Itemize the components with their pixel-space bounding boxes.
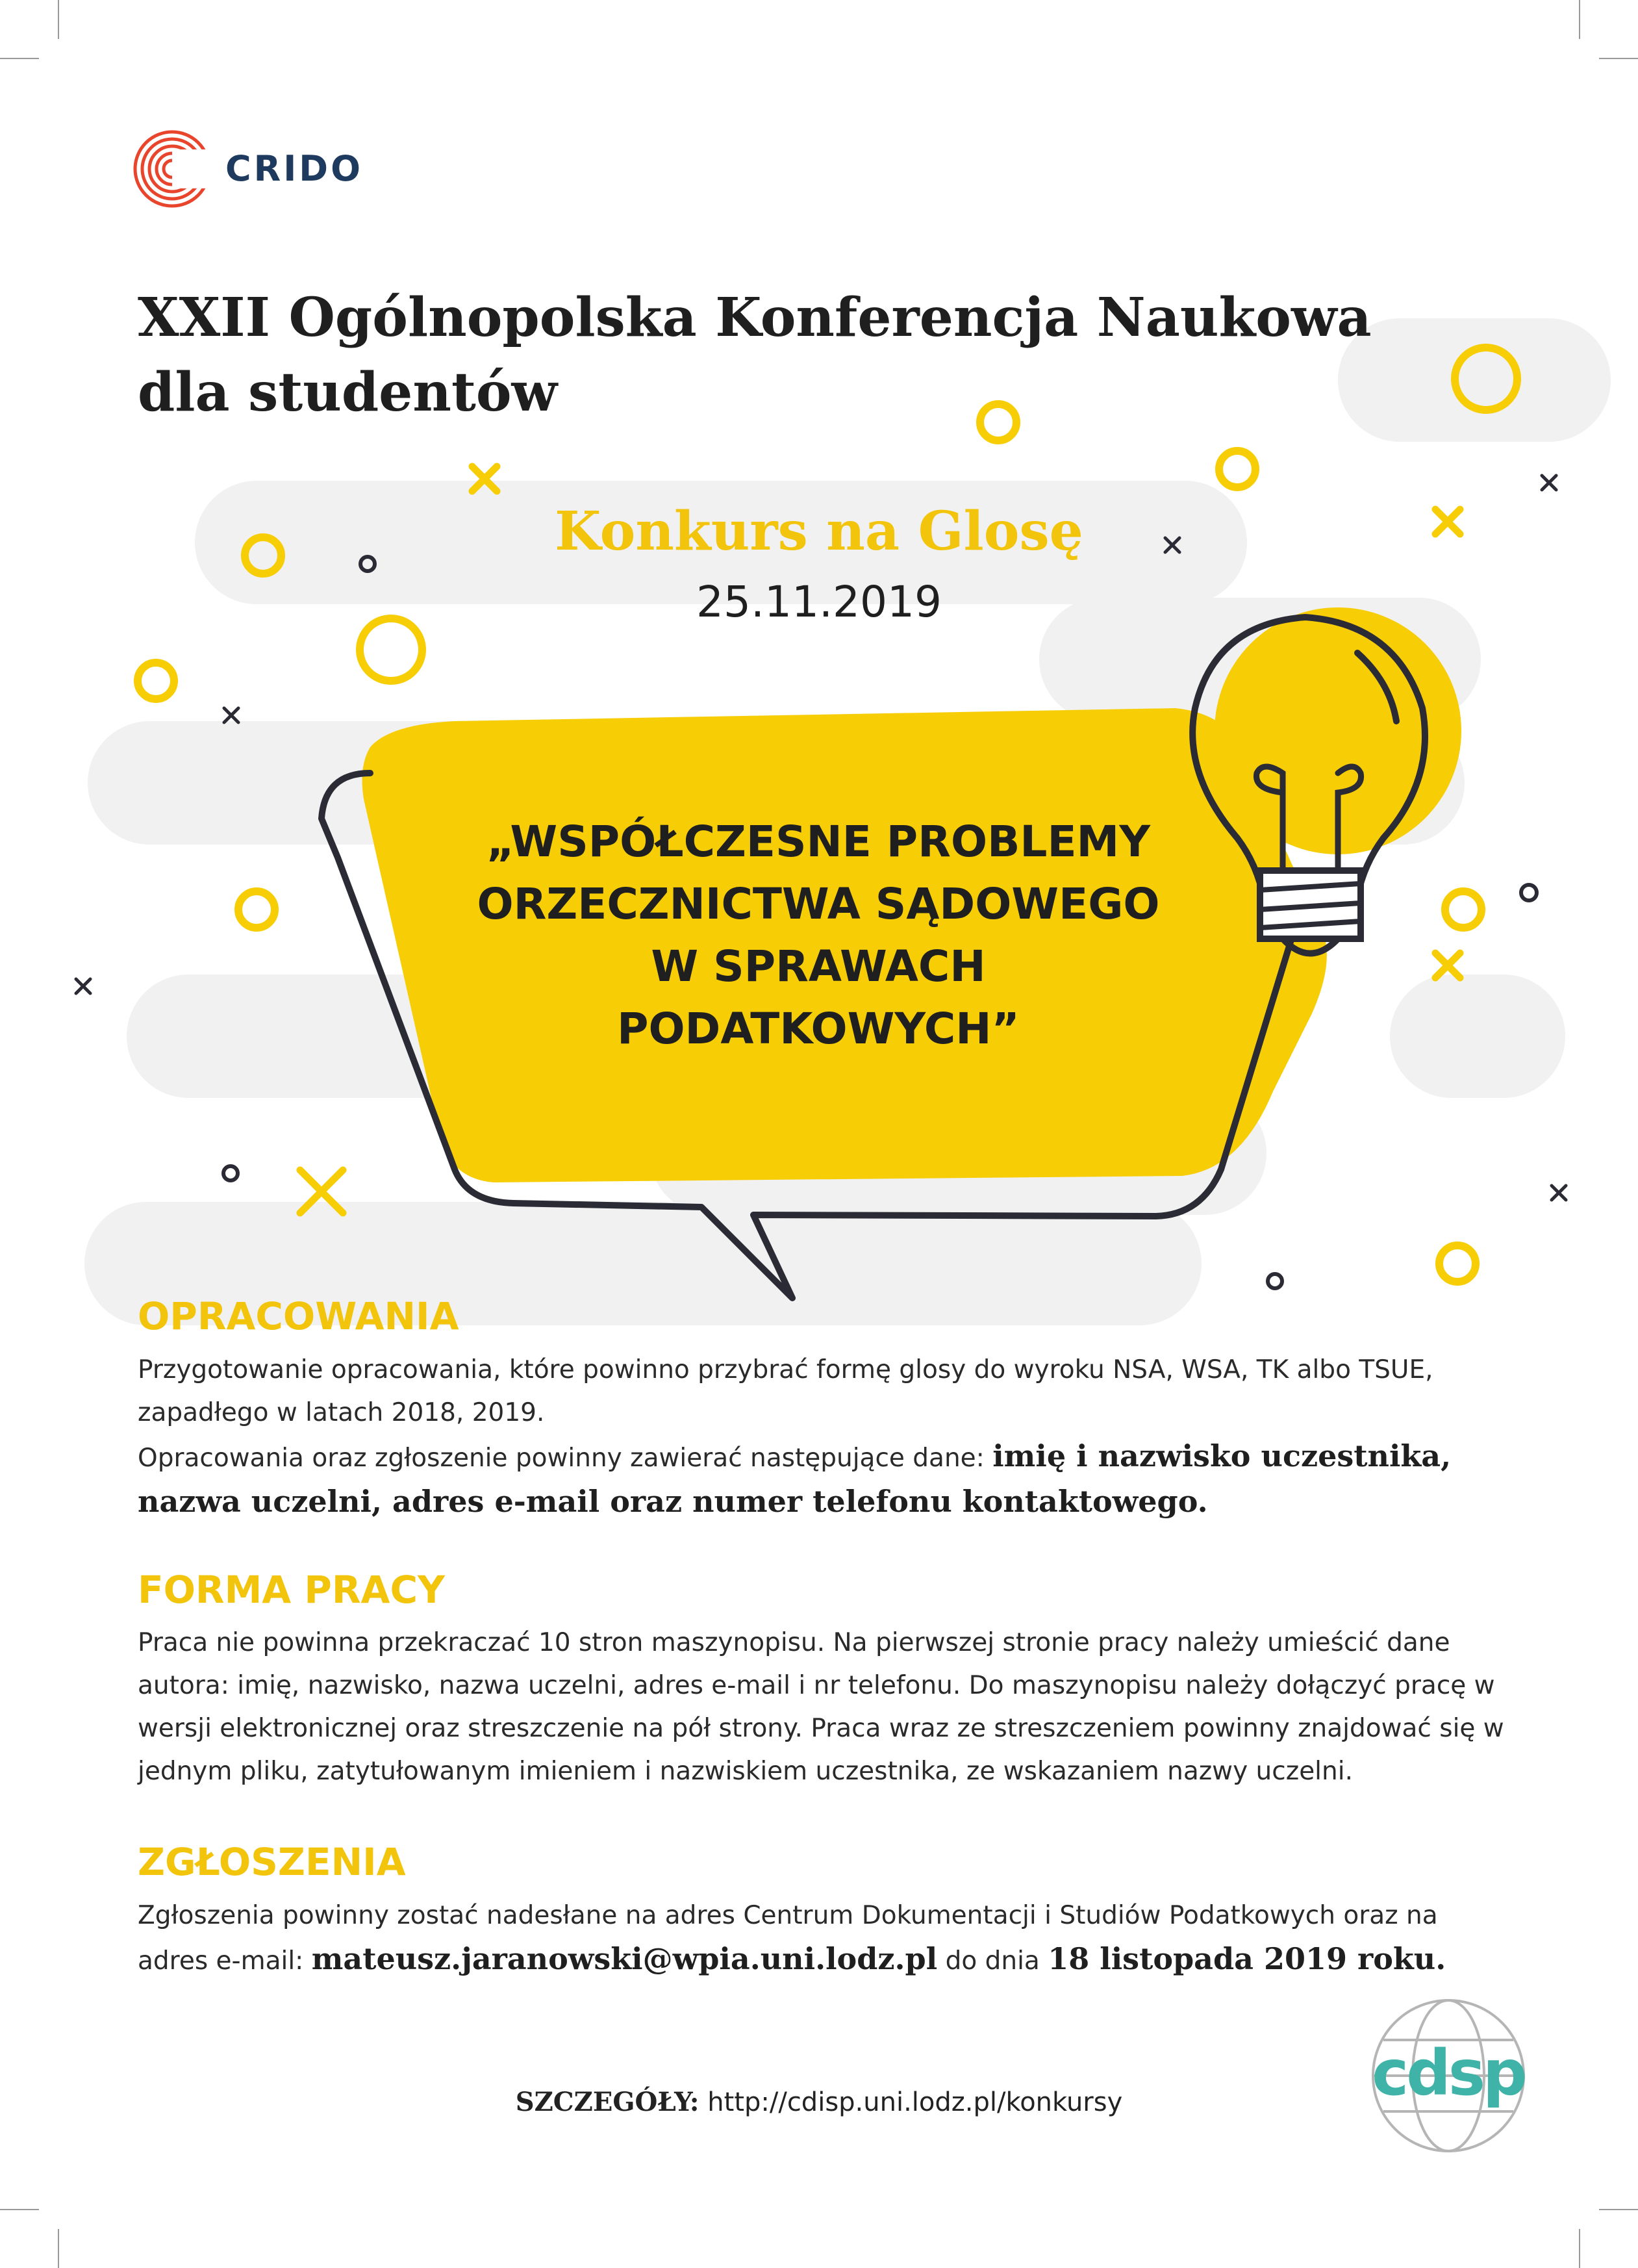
topic-line4: PODATKOWYCH” (617, 1004, 1020, 1054)
section-heading-opracowania: OPRACOWANIA (138, 1294, 459, 1338)
opracowania-required-data: imię i nazwisko uczestnika, nazwa uczelni, adres e-mail oraz numer telefonu kontaktowego. (138, 1438, 1452, 1519)
topic-line3: W SPRAWACH (651, 941, 986, 991)
deadline-date: 18 listopada 2019 roku. (1048, 1941, 1446, 1976)
details-url-link[interactable]: http://cdisp.uni.lodz.pl/konkursy (699, 2087, 1123, 2117)
topic-line2: ORZECZNICTWA SĄDOWEGO (477, 879, 1160, 929)
crido-logo-text: CRIDO (225, 148, 364, 189)
contest-date: 25.11.2019 (696, 577, 942, 627)
topic-line1: „WSPÓŁCZESNE PROBLEMY (486, 817, 1151, 867)
section-text-opracowania (138, 1349, 1515, 1525)
conference-title-line1: XXII Ogólnopolska Konferencja Naukowa (138, 287, 1372, 349)
details-label: SZCZEGÓŁY: (515, 2087, 699, 2117)
cdsp-logo-text: cdsp (1372, 2037, 1525, 2109)
conference-title (138, 281, 1437, 430)
forma-pracy-paragraph: Praca nie powinna przekraczać 10 stron maszynopisu. Na pierwszej stronie pracy należy umieścić dane autora: imię, nazwisko, nazwa uczelni, adres e-mail i nr telefonu. Do maszynopisu należy dołączyć pracę w wersji elektronicznej oraz streszczenie na pół strony. Praca wraz ze streszczeniem powinny znajdować się w jednym pliku, zatytułowanym imieniem i nazwiskiem uczestnika, ze wskazaniem nazwy uczelni. (138, 1628, 1504, 1786)
contest-topic (416, 811, 1221, 1060)
conference-title-line2: dla studentów (138, 361, 558, 424)
opracowania-paragraph-1: Przygotowanie opracowania, które powinno przybrać formę glosy do wyroku NSA, WSA, TK albo TSUE, zapadłego w latach 2018, 2019. (138, 1355, 1433, 1427)
contest-name: Konkurs na Glosę (555, 500, 1083, 563)
contact-email-link[interactable]: mateusz.jaranowski@wpia.uni.lodz.pl (311, 1941, 938, 1976)
opracowania-paragraph-2 (138, 1434, 1515, 1525)
section-heading-zgloszenia: ZGŁOSZENIA (138, 1840, 406, 1884)
crido-logo-icon (135, 132, 211, 206)
zgloszenia-intro: Zgłoszenia powinny zostać nadesłane na adres Centrum Dokumentacji i Studiów Podatkowych oraz na adres e-mail: (138, 1901, 1438, 1976)
opracowania-p2-intro: Opracowania oraz zgłoszenie powinny zawierać następujące dane: (138, 1444, 993, 1473)
zgloszenia-paragraph (138, 1894, 1476, 1983)
section-heading-forma-pracy: FORMA PRACY (138, 1568, 446, 1612)
zgloszenia-mid: do dnia (937, 1946, 1048, 1976)
